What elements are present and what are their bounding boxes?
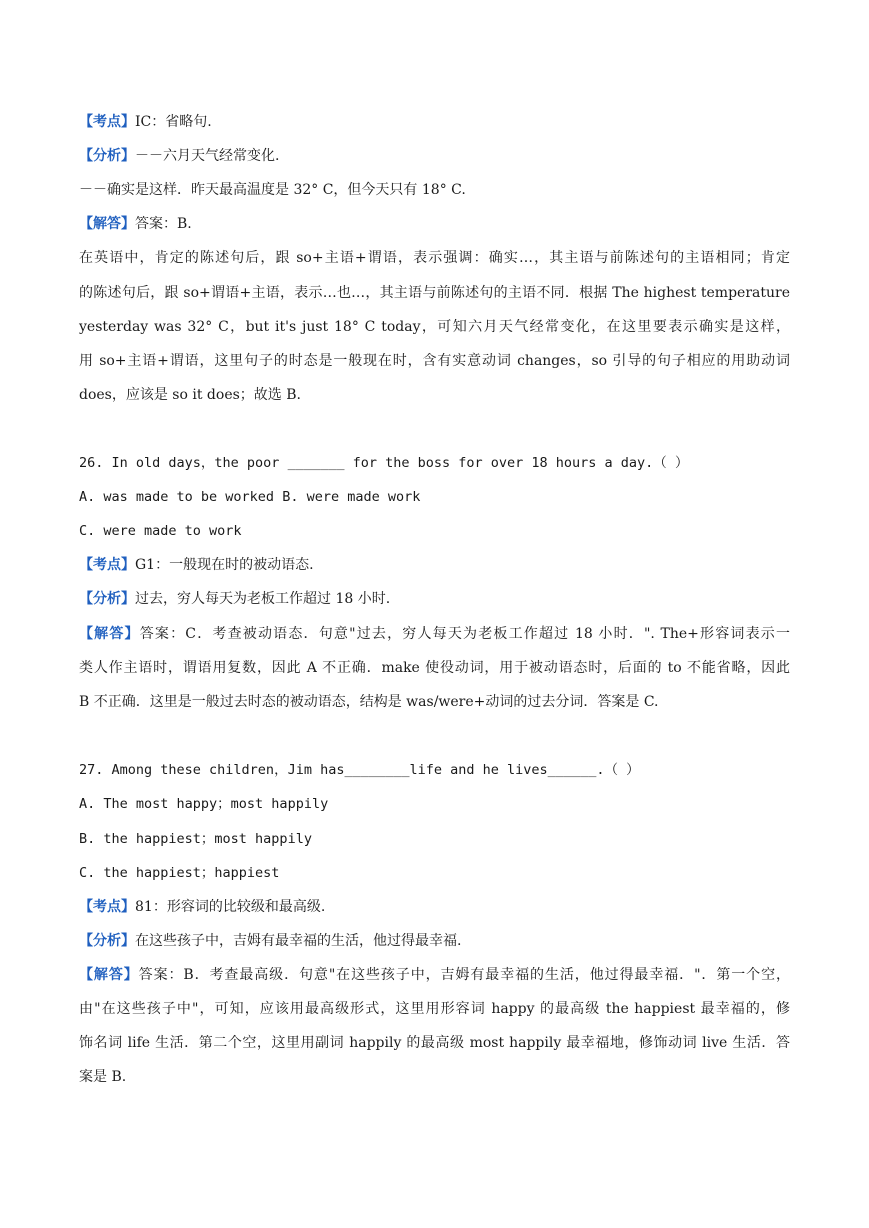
- q27-jieda-2: 由"在这些孩子中"，可知，应该用最高级形式，这里用形容词 happy 的最高级 the happiest 最幸福的，修: [79, 1001, 790, 1017]
- fenxi-text: 在这些孩子中，吉姆有最幸福的生活，他过得最幸福.: [135, 933, 462, 949]
- q26-jieda-3: B 不正确．这里是一般过去时态的被动语态，结构是 was/were+动词的过去分词．答案是 C.: [79, 694, 659, 710]
- q26-fenxi: [79, 589, 790, 609]
- kaodian-text: 81：形容词的比较级和最高级.: [135, 899, 326, 915]
- q26-jieda: [79, 624, 790, 644]
- fenxi-text: －－六月天气经常变化.: [135, 148, 280, 164]
- fenxi-tag: 【分析】: [79, 148, 135, 164]
- q25-explain-3: yesterday was 32° C，but it's just 18° C today，可知六月天气经常变化，在这里要表示确实是这样，: [79, 319, 790, 335]
- q27-option-a: A. The most happy；most happily: [79, 796, 329, 812]
- jieda-text: 答案：B.: [135, 216, 192, 232]
- kaodian-text: G1：一般现在时的被动语态.: [135, 557, 314, 573]
- q27-option-b: B. the happiest；most happily: [79, 831, 312, 847]
- fenxi-tag: 【分析】: [79, 933, 135, 949]
- kaodian-tag: 【考点】: [79, 557, 135, 573]
- q26-options-ab: A. was made to be worked B. were made work: [79, 489, 421, 505]
- q27-kaodian: [79, 897, 790, 917]
- q26-option-c: C. were made to work: [79, 523, 242, 539]
- q25-explain-5: does，应该是 so it does；故选 B.: [79, 387, 301, 403]
- q25-explain-4: 用 so+主语+谓语，这里句子的时态是一般现在时，含有实意动词 changes，so 引导的句子相应的用助动词: [79, 353, 790, 369]
- q27-fenxi: [79, 931, 790, 951]
- q25-jieda: [79, 214, 790, 234]
- fenxi-text: 过去，穷人每天为老板工作超过 18 小时.: [135, 591, 391, 607]
- jieda-tag: 【解答】: [79, 626, 140, 642]
- q25-kaodian: [79, 112, 790, 132]
- q25-fenxi: [79, 146, 790, 166]
- kaodian-tag: 【考点】: [79, 899, 135, 915]
- jieda-text: 答案：C．考查被动语态．句意"过去，穷人每天为老板工作超过 18 小时．". The+形容词表示一: [139, 626, 790, 642]
- q26-kaodian: [79, 555, 790, 575]
- kaodian-tag: 【考点】: [79, 114, 135, 130]
- q27-option-c: C. the happiest；happiest: [79, 865, 280, 881]
- fenxi-tag: 【分析】: [79, 591, 135, 607]
- q25-explain-1: 在英语中，肯定的陈述句后，跟 so+主语+谓语，表示强调：确实…，其主语与前陈述句的主语相同；肯定: [79, 250, 790, 266]
- q26-jieda-2: 类人作主语时，谓语用复数，因此 A 不正确．make 使役动词，用于被动语态时，后面的 to 不能省略，因此: [79, 660, 790, 676]
- kaodian-text: IC：省略句.: [135, 114, 212, 130]
- q26-question: 26. In old days，the poor _______ for the boss for over 18 hours a day.（ ）: [79, 455, 689, 471]
- q25-fenxi-2: －－确实是这样．昨天最高温度是 32° C，但今天只有 18° C.: [79, 182, 466, 198]
- jieda-text: 答案：B．考查最高级．句意"在这些孩子中，吉姆有最幸福的生活，他过得最幸福．"．第一个空，: [138, 967, 790, 983]
- q27-jieda-3: 饰名词 life 生活．第二个空，这里用副词 happily 的最高级 most happily 最幸福地，修饰动词 live 生活．答: [79, 1035, 790, 1051]
- q27-jieda: [79, 965, 790, 985]
- jieda-tag: 【解答】: [79, 967, 139, 983]
- q27-jieda-4: 案是 B.: [79, 1069, 127, 1085]
- q27-question: 27. Among these children，Jim has________life and he lives______.（ ）: [79, 762, 640, 778]
- jieda-tag: 【解答】: [79, 216, 135, 232]
- q25-explain-2: 的陈述句后，跟 so+谓语+主语，表示…也…，其主语与前陈述句的主语不同．根据 The highest temperature: [79, 285, 790, 301]
